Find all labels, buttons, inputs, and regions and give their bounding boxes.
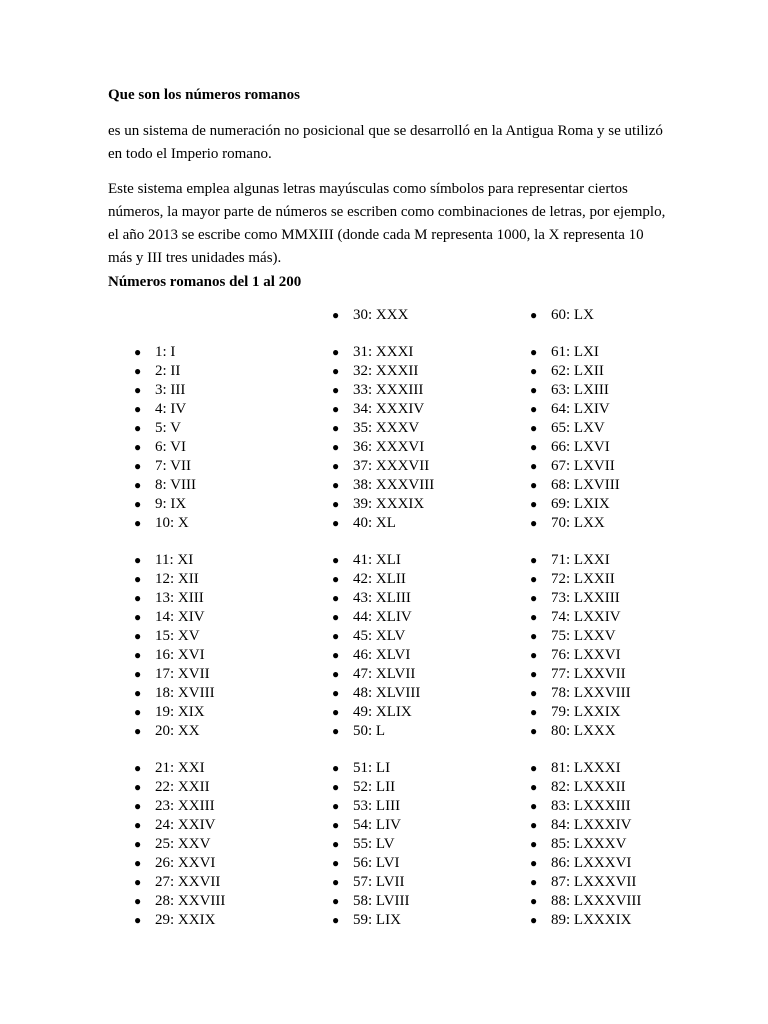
numeral-text: 85: LXXXV — [551, 836, 627, 852]
list-item — [332, 343, 434, 362]
bullet-icon: ● — [530, 837, 538, 851]
list-item — [332, 816, 434, 835]
bullet-icon: ● — [530, 856, 538, 870]
list-item — [530, 551, 641, 570]
bullet-icon: ● — [332, 856, 340, 870]
list-item — [134, 778, 225, 797]
numeral-text: 71: LXXI — [551, 552, 610, 568]
numeral-text: 7: VII — [155, 458, 191, 474]
bullet-icon: ● — [332, 459, 340, 473]
list-item — [530, 684, 641, 703]
numeral-text: 27: XXVII — [155, 874, 221, 890]
list-item — [134, 608, 225, 627]
numeral-text: 40: XL — [353, 515, 396, 531]
numeral-text: 54: LIV — [353, 817, 401, 833]
numeral-text: 26: XXVI — [155, 855, 216, 871]
list-item — [134, 797, 225, 816]
list-item — [134, 551, 225, 570]
list-item — [530, 816, 641, 835]
numeral-text: 47: XLVII — [353, 666, 416, 682]
list-item — [332, 381, 434, 400]
bullet-icon: ● — [134, 421, 142, 435]
bullet-icon: ● — [134, 364, 142, 378]
bullet-icon: ● — [332, 497, 340, 511]
list-item — [332, 797, 434, 816]
list-item — [332, 911, 434, 930]
document-title: Que son los números romanos — [108, 87, 300, 103]
list-item — [332, 438, 434, 457]
bullet-icon: ● — [530, 516, 538, 530]
list-item — [134, 627, 225, 646]
numeral-text: 31: XXXI — [353, 344, 414, 360]
list-item — [530, 627, 641, 646]
numeral-list — [332, 759, 434, 930]
list-item — [134, 400, 225, 419]
list-item — [134, 854, 225, 873]
list-item — [134, 911, 225, 930]
bullet-icon: ● — [332, 913, 340, 927]
bullet-icon: ● — [530, 364, 538, 378]
numeral-text: 63: LXIII — [551, 382, 609, 398]
bullet-icon: ● — [530, 478, 538, 492]
bullet-icon: ● — [134, 516, 142, 530]
list-item — [134, 343, 225, 362]
numeral-text: 86: LXXXVI — [551, 855, 632, 871]
list-item — [530, 722, 641, 741]
list-item — [332, 892, 434, 911]
list-item — [332, 684, 434, 703]
numeral-text: 30: XXX — [353, 307, 409, 323]
numeral-text: 55: LV — [353, 836, 395, 852]
list-item — [530, 457, 641, 476]
bullet-icon: ● — [530, 610, 538, 624]
list-item — [134, 684, 225, 703]
bullet-icon: ● — [332, 648, 340, 662]
list-item — [332, 873, 434, 892]
numeral-list — [530, 759, 642, 930]
list-item — [530, 892, 642, 911]
bullet-icon: ● — [530, 705, 538, 719]
bullet-icon: ● — [332, 591, 340, 605]
description-paragraph: Este sistema emplea algunas letras mayúsculas como símbolos para representar ciertos números, la mayor parte de números se escriben como combinaciones de letras, por ejemplo, el año 2013 se escribe como MMXIII (donde cada M representa 1000, la X representa 10 más y III tres unidades más). — [108, 181, 666, 266]
numeral-list — [134, 759, 226, 930]
bullet-icon: ● — [332, 610, 340, 624]
numeral-list — [530, 343, 641, 533]
numeral-text: 28: XXVIII — [155, 893, 226, 909]
numeral-text: 9: IX — [155, 496, 187, 512]
numeral-text: 48: XLVIII — [353, 685, 421, 701]
section-heading: Números romanos del 1 al 200 — [108, 274, 302, 290]
numeral-list — [530, 551, 641, 741]
bullet-icon: ● — [134, 761, 142, 775]
list-item — [332, 476, 435, 495]
bullet-icon: ● — [332, 875, 340, 889]
list-item — [134, 873, 225, 892]
bullet-icon: ● — [134, 629, 142, 643]
bullet-icon: ● — [332, 780, 340, 794]
list-item — [530, 306, 641, 325]
list-item — [332, 570, 434, 589]
list-item — [530, 343, 641, 362]
bullet-icon: ● — [530, 345, 538, 359]
numeral-text: 75: LXXV — [551, 628, 616, 644]
list-item — [332, 589, 434, 608]
numeral-text: 11: XI — [155, 552, 194, 568]
bullet-icon: ● — [332, 629, 340, 643]
list-item — [332, 551, 434, 570]
list-item — [530, 797, 641, 816]
numeral-text: 44: XLIV — [353, 609, 412, 625]
bullet-icon: ● — [134, 780, 142, 794]
numeral-text: 2: II — [155, 363, 181, 379]
bullet-icon: ● — [332, 345, 340, 359]
list-item — [530, 570, 641, 589]
numeral-text: 51: LI — [353, 760, 391, 776]
bullet-icon: ● — [134, 402, 142, 416]
numeral-text: 46: XLVI — [353, 647, 411, 663]
numeral-text: 61: LXI — [551, 344, 599, 360]
list-item — [332, 400, 434, 419]
bullet-icon: ● — [332, 686, 340, 700]
bullet-icon: ● — [530, 383, 538, 397]
list-item — [530, 476, 641, 495]
bullet-icon: ● — [530, 894, 538, 908]
numeral-text: 15: XV — [155, 628, 200, 644]
list-item — [134, 570, 225, 589]
bullet-icon: ● — [332, 761, 340, 775]
list-item — [332, 646, 434, 665]
list-item — [530, 438, 641, 457]
numeral-text: 68: LXVIII — [551, 477, 620, 493]
bullet-icon: ● — [530, 724, 538, 738]
list-item — [332, 722, 434, 741]
list-item — [530, 911, 641, 930]
list-item — [530, 381, 641, 400]
bullet-icon: ● — [332, 308, 340, 322]
numeral-text: 62: LXII — [551, 363, 604, 379]
numeral-text: 13: XIII — [155, 590, 204, 606]
bullet-icon: ● — [530, 780, 538, 794]
list-item — [530, 589, 641, 608]
list-item — [530, 495, 641, 514]
bullet-icon: ● — [530, 875, 538, 889]
numeral-text: 6: VI — [155, 439, 186, 455]
numeral-column-2 — [332, 306, 435, 930]
bullet-icon: ● — [530, 421, 538, 435]
bullet-icon: ● — [530, 761, 538, 775]
numeral-text: 14: XIV — [155, 609, 205, 625]
numeral-text: 19: XIX — [155, 704, 205, 720]
numeral-text: 52: LII — [353, 779, 396, 795]
bullet-icon: ● — [134, 478, 142, 492]
numeral-list — [134, 551, 225, 741]
numeral-text: 39: XXXIX — [353, 496, 425, 512]
numeral-text: 12: XII — [155, 571, 199, 587]
list-item — [530, 778, 641, 797]
list-item — [332, 457, 434, 476]
numeral-text: 53: LIII — [353, 798, 401, 814]
numeral-text: 80: LXXX — [551, 723, 616, 739]
bullet-icon: ● — [530, 818, 538, 832]
numeral-text: 41: XLI — [353, 552, 401, 568]
bullet-icon: ● — [530, 629, 538, 643]
list-item — [332, 306, 434, 325]
bullet-icon: ● — [530, 686, 538, 700]
bullet-icon: ● — [134, 610, 142, 624]
numeral-text: 72: LXXII — [551, 571, 615, 587]
list-item — [134, 589, 225, 608]
numeral-text: 45: XLV — [353, 628, 406, 644]
numeral-text: 5: V — [155, 420, 181, 436]
bullet-icon: ● — [134, 667, 142, 681]
bullet-icon: ● — [332, 837, 340, 851]
bullet-icon: ● — [134, 591, 142, 605]
numeral-text: 78: LXXVIII — [551, 685, 631, 701]
bullet-icon: ● — [530, 308, 538, 322]
bullet-icon: ● — [332, 818, 340, 832]
bullet-icon: ● — [530, 913, 538, 927]
numeral-text: 4: IV — [155, 401, 187, 417]
list-item — [530, 703, 641, 722]
numeral-text: 49: XLIX — [353, 704, 412, 720]
numeral-text: 89: LXXXIX — [551, 912, 632, 928]
bullet-icon: ● — [530, 402, 538, 416]
bullet-icon: ● — [134, 686, 142, 700]
numeral-text: 73: LXXIII — [551, 590, 620, 606]
numeral-text: 17: XVII — [155, 666, 210, 682]
list-item — [530, 608, 641, 627]
bullet-icon: ● — [332, 383, 340, 397]
bullet-icon: ● — [332, 402, 340, 416]
list-item — [134, 665, 225, 684]
bullet-icon: ● — [134, 459, 142, 473]
bullet-icon: ● — [332, 364, 340, 378]
list-item — [134, 514, 225, 533]
bullet-icon: ● — [134, 894, 142, 908]
numeral-text: 82: LXXXII — [551, 779, 626, 795]
bullet-icon: ● — [332, 553, 340, 567]
list-item — [134, 816, 225, 835]
numeral-text: 23: XXIII — [155, 798, 215, 814]
list-item — [332, 627, 434, 646]
numeral-column-3 — [530, 306, 642, 930]
list-item — [530, 759, 641, 778]
numeral-text: 18: XVIII — [155, 685, 215, 701]
list-item — [530, 362, 641, 381]
numeral-text: 24: XXIV — [155, 817, 216, 833]
numeral-text: 88: LXXXVIII — [551, 893, 642, 909]
numeral-text: 38: XXXVIII — [353, 477, 435, 493]
bullet-icon: ● — [332, 478, 340, 492]
numeral-text: 34: XXXIV — [353, 401, 425, 417]
list-item — [530, 873, 641, 892]
list-item — [134, 835, 225, 854]
list-item — [530, 419, 641, 438]
bullet-icon: ● — [134, 705, 142, 719]
bullet-icon: ● — [134, 837, 142, 851]
numeral-text: 84: LXXXIV — [551, 817, 632, 833]
numeral-text: 25: XXV — [155, 836, 211, 852]
numeral-text: 50: L — [353, 723, 386, 739]
bullet-icon: ● — [530, 648, 538, 662]
numeral-text: 10: X — [155, 515, 189, 531]
numeral-text: 32: XXXII — [353, 363, 419, 379]
bullet-icon: ● — [332, 894, 340, 908]
list-item — [332, 495, 434, 514]
bullet-icon: ● — [134, 799, 142, 813]
bullet-icon: ● — [332, 705, 340, 719]
numeral-text: 37: XXXVII — [353, 458, 430, 474]
list-item — [332, 514, 434, 533]
bullet-icon: ● — [332, 667, 340, 681]
numeral-text: 77: LXXVII — [551, 666, 626, 682]
bullet-icon: ● — [530, 591, 538, 605]
numeral-text: 43: XLIII — [353, 590, 411, 606]
numeral-list-first — [530, 306, 641, 325]
numeral-text: 83: LXXXIII — [551, 798, 631, 814]
bullet-icon: ● — [134, 818, 142, 832]
numeral-text: 64: LXIV — [551, 401, 610, 417]
numeral-text: 42: XLII — [353, 571, 406, 587]
list-item — [530, 665, 641, 684]
bullet-icon: ● — [530, 799, 538, 813]
numeral-text: 74: LXXIV — [551, 609, 621, 625]
numeral-text: 81: LXXXI — [551, 760, 621, 776]
numeral-list — [332, 343, 435, 533]
bullet-icon: ● — [530, 459, 538, 473]
list-item — [332, 665, 434, 684]
bullet-icon: ● — [134, 724, 142, 738]
bullet-icon: ● — [530, 553, 538, 567]
numeral-text: 16: XVI — [155, 647, 205, 663]
numeral-text: 65: LXV — [551, 420, 605, 436]
numeral-text: 56: LVI — [353, 855, 400, 871]
list-item — [530, 514, 641, 533]
numeral-text: 29: XXIX — [155, 912, 216, 928]
bullet-icon: ● — [134, 345, 142, 359]
numeral-text: 22: XXII — [155, 779, 210, 795]
numeral-text: 1: I — [155, 344, 176, 360]
numeral-text: 21: XXI — [155, 760, 205, 776]
bullet-icon: ● — [134, 553, 142, 567]
numeral-list — [332, 551, 434, 741]
bullet-icon: ● — [530, 572, 538, 586]
numeral-text: 3: III — [155, 382, 186, 398]
bullet-icon: ● — [332, 799, 340, 813]
bullet-icon: ● — [332, 440, 340, 454]
list-item — [332, 778, 434, 797]
bullet-icon: ● — [134, 856, 142, 870]
numeral-text: 58: LVIII — [353, 893, 410, 909]
numeral-text: 67: LXVII — [551, 458, 615, 474]
numeral-text: 60: LX — [551, 307, 594, 323]
list-item — [332, 608, 434, 627]
list-item — [530, 835, 641, 854]
numeral-column-1 — [134, 343, 226, 930]
numeral-text: 8: VIII — [155, 477, 196, 493]
numeral-text: 33: XXXIII — [353, 382, 424, 398]
bullet-icon: ● — [134, 383, 142, 397]
bullet-icon: ● — [134, 913, 142, 927]
numeral-text: 70: LXX — [551, 515, 605, 531]
numeral-text: 79: LXXIX — [551, 704, 621, 720]
list-item — [134, 438, 225, 457]
list-item — [332, 419, 434, 438]
list-item — [332, 362, 434, 381]
numeral-text: 20: XX — [155, 723, 200, 739]
list-item — [134, 476, 225, 495]
list-item — [134, 646, 225, 665]
numeral-text: 36: XXXVI — [353, 439, 425, 455]
list-item — [134, 703, 225, 722]
numeral-text: 69: LXIX — [551, 496, 610, 512]
list-item — [134, 381, 225, 400]
list-item — [134, 457, 225, 476]
bullet-icon: ● — [332, 572, 340, 586]
numeral-text: 59: LIX — [353, 912, 401, 928]
list-item — [134, 722, 225, 741]
list-item — [134, 362, 225, 381]
list-item — [332, 759, 434, 778]
numeral-text: 66: LXVI — [551, 439, 610, 455]
list-item — [530, 854, 641, 873]
list-item — [134, 759, 225, 778]
list-item — [530, 646, 641, 665]
bullet-icon: ● — [530, 667, 538, 681]
intro-paragraph: es un sistema de numeración no posicional que se desarrolló en la Antigua Roma y se utilizó en todo el Imperio romano. — [108, 123, 663, 162]
bullet-icon: ● — [134, 572, 142, 586]
bullet-icon: ● — [332, 724, 340, 738]
bullet-icon: ● — [134, 875, 142, 889]
list-item — [332, 835, 434, 854]
bullet-icon: ● — [332, 516, 340, 530]
bullet-icon: ● — [134, 440, 142, 454]
numeral-list-first — [332, 306, 434, 325]
bullet-icon: ● — [530, 497, 538, 511]
list-item — [530, 400, 641, 419]
bullet-icon: ● — [530, 440, 538, 454]
bullet-icon: ● — [134, 497, 142, 511]
bullet-icon: ● — [332, 421, 340, 435]
numeral-text: 35: XXXV — [353, 420, 420, 436]
list-item — [332, 703, 434, 722]
numeral-list — [134, 343, 225, 533]
numeral-text: 76: LXXVI — [551, 647, 621, 663]
list-item — [134, 419, 225, 438]
list-item — [134, 495, 225, 514]
numeral-text: 87: LXXXVII — [551, 874, 637, 890]
bullet-icon: ● — [134, 648, 142, 662]
list-item — [134, 892, 226, 911]
numeral-text: 57: LVII — [353, 874, 405, 890]
list-item — [332, 854, 434, 873]
